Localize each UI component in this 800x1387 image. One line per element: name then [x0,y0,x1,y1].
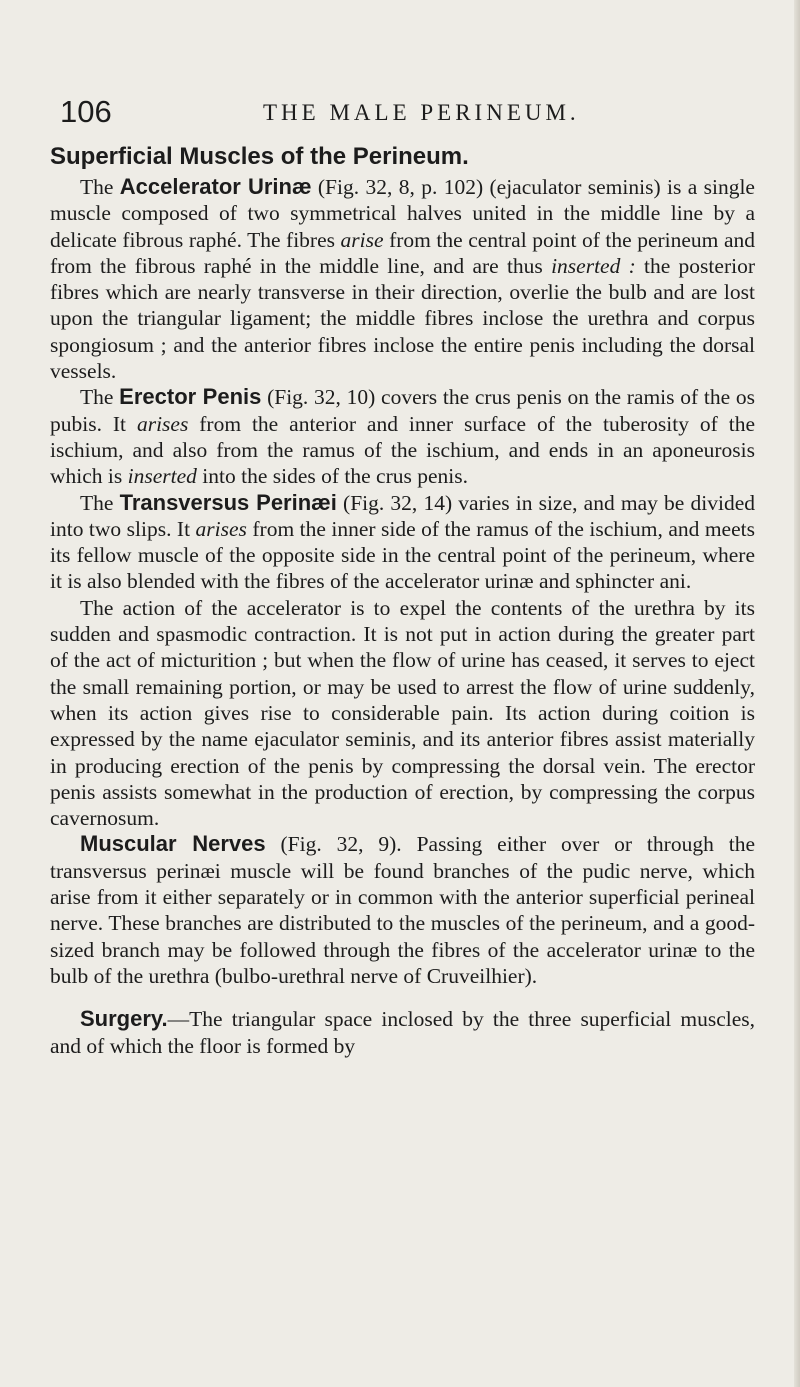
erector-text-1: (Fig. 32, 10) covers the crus penis on the ramis of the os pubis. It [50,385,755,436]
transversus-lead: The [80,490,120,515]
erector-text-2: from the anterior and inner surface of the tuberosity of the ischium, and also from the ramus of the ischium, and ends in an aponeurosis which is [50,411,755,489]
paragraph-action: The action of the accelerator is to expel the contents of the urethra by its sudden and spasmodic contraction. It is not put in action during the greater part of the act of micturition ; but when the flow of urine has ceased, it serves to eject the small remaining portion, or may be used to arrest the flow of urine suddenly, when its action gives rise to considerable pain. Its action during coition is expressed by the name ejaculator seminis, and its anterior fibres assist materially in producing erection of the penis by compressing the dorsal vein. The erector penis assists somewhat in the production of erection, by compressing the corpus cavernosum. [50,595,755,831]
erector-text-3: into the sides of the crus penis. [196,464,469,489]
term-muscular-nerves: Muscular Nerves [80,831,266,857]
paragraph-erector [50,384,755,489]
section-heading: Superficial Muscles of the Perineum. [50,143,469,170]
erector-lead: The [80,385,120,410]
paragraph-transversus [50,490,755,595]
paragraph-accelerator [50,174,755,384]
transversus-text-2: from the inner side of the ramus of the ischium, and meets its fellow muscle of the opposite side in the central point of the perineum, where it is also blended with the fibres of the accelerator urinæ and sphincter ani. [50,516,755,594]
surgery-text: —The triangular space inclosed by the three superficial muscles, and of which the floor is formed by [50,1007,755,1058]
erector-inserted: inserted [127,464,197,489]
erector-arises: arises [136,411,189,436]
term-accelerator-urinae: Accelerator Urinæ [119,174,312,199]
term-transversus-perinaei: Transversus Perinæi [119,489,337,515]
accelerator-arise: arise [340,227,384,252]
nerves-text: (Fig. 32, 9). Passing either over or through the transversus perinæi muscle will be found branches of the pudic nerve, which arise from it either separately or in common with the anterior superficial perineal nerve. These branches are distributed to the muscles of the perineum, and a good-sized branch may be followed through the fibres of the accelerator urinæ to the bulb of the urethra (bulbo-urethral nerve of Cruveilhier). [50,832,755,988]
page-number: 106 [60,94,112,129]
paragraph-nerves [50,831,755,989]
body-text [50,142,755,1059]
accelerator-text-1: (Fig. 32, 8, p. 102) (ejaculator seminis) is a single muscle composed of two symmetrical halves united in the middle line by a delicate fibrous raphé. The fibres [50,175,755,252]
running-title: THE MALE PERINEUM. [263,100,580,125]
page-edge-shadow [794,0,800,1387]
transversus-arises: arises [195,516,247,541]
accelerator-text-3: the posterior fibres which are nearly transverse in their direction, overlie the bulb and are lost upon the triangular ligament; the middle fibres inclose the urethra and corpus spongiosum ; and the anterior fibres inclose the entire penis including the dorsal vessels. [50,253,755,384]
accelerator-inserted: inserted : [551,253,636,278]
running-head [60,92,760,132]
transversus-text-1: (Fig. 32, 14) varies in size, and may be divided into two slips. It [50,490,756,541]
paragraph-surgery [50,1006,755,1059]
accelerator-text-2: from the central point of the perineum and from the fibrous raphé in the middle line, and are thus [50,227,755,278]
term-surgery: Surgery. [80,1006,168,1032]
accelerator-lead: The [80,175,120,199]
term-erector-penis: Erector Penis [119,384,262,410]
